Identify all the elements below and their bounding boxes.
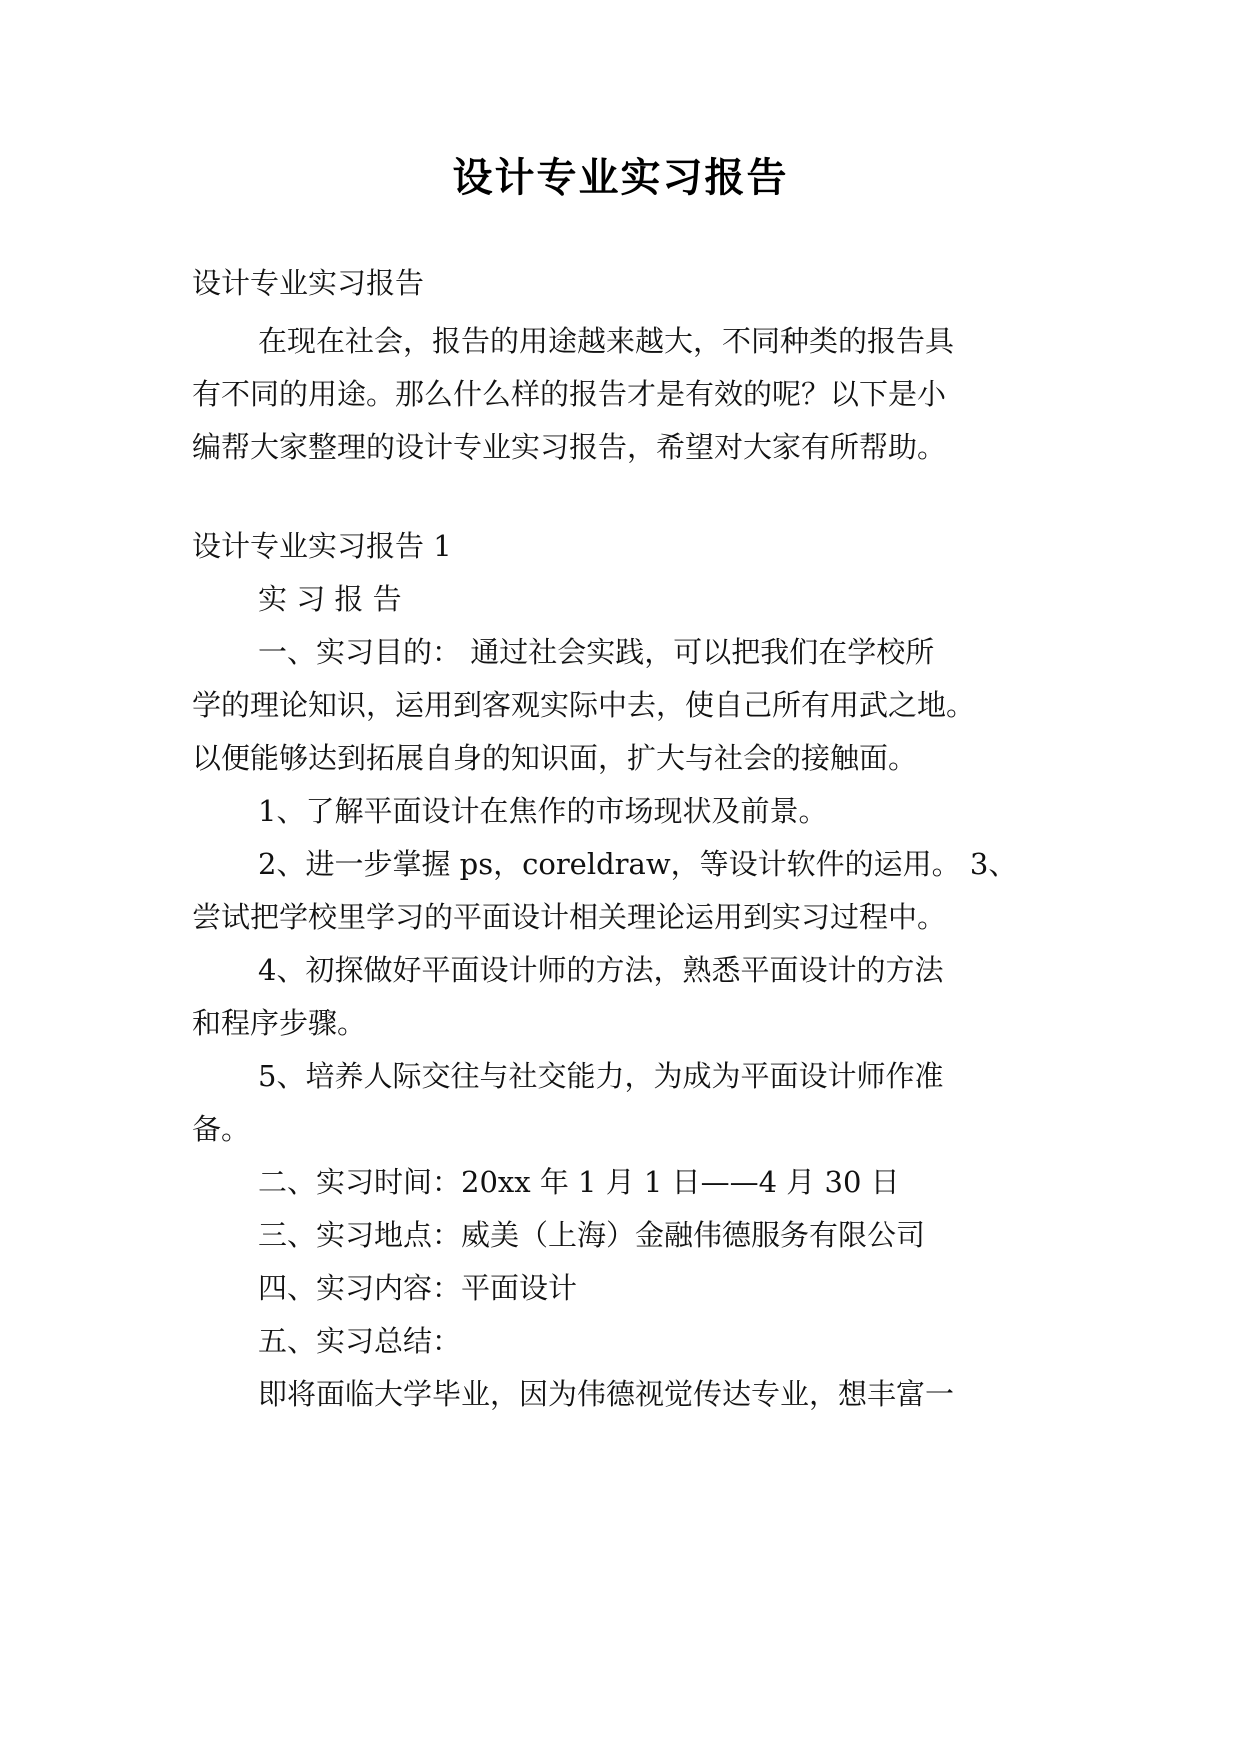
paragraph-line: 有不同的用途。那么什么样的报告才是有效的呢？以下是小: [192, 377, 947, 411]
paragraph-line: 在现在社会，报告的用途越来越大，不同种类的报告具: [258, 324, 955, 358]
report-heading: 实 习 报 告: [258, 582, 402, 616]
section-heading: 设计专业实习报告 1: [192, 529, 452, 563]
list-item: 4、初探做好平面设计师的方法，熟悉平面设计的方法: [258, 953, 944, 987]
list-item: 备。: [192, 1112, 251, 1146]
paragraph-line: 学的理论知识，运用到客观实际中去，使自己所有用武之地。: [192, 688, 976, 722]
list-item: 1、了解平面设计在焦作的市场现状及前景。: [258, 794, 828, 828]
paragraph-line: 以便能够达到拓展自身的知识面，扩大与社会的接触面。: [192, 741, 918, 775]
info-line: 二、实习时间：20xx 年 1 月 1 日——4 月 30 日: [258, 1165, 900, 1199]
info-line: 五、实习总结：: [258, 1324, 462, 1358]
paragraph-line: 即将面临大学毕业，因为伟德视觉传达专业，想丰富一: [258, 1377, 955, 1411]
list-item: 2、进一步掌握 ps，coreldraw，等设计软件的运用。 3、: [258, 847, 1018, 881]
list-item: 5、培养人际交往与社交能力，为成为平面设计师作准: [258, 1059, 944, 1093]
info-line: 四、实习内容：平面设计: [258, 1271, 578, 1305]
list-item: 和程序步骤。: [192, 1006, 367, 1040]
document-title: 设计专业实习报告: [452, 155, 789, 201]
paragraph-line: 编帮大家整理的设计专业实习报告，希望对大家有所帮助。: [192, 430, 947, 464]
info-line: 三、实习地点：威美（上海）金融伟德服务有限公司: [258, 1218, 926, 1252]
subtitle-line: 设计专业实习报告: [192, 266, 425, 300]
list-item: 尝试把学校里学习的平面设计相关理论运用到实习过程中。: [192, 900, 947, 934]
paragraph-line: 一、实习目的： 通过社会实践，可以把我们在学校所: [258, 635, 935, 669]
